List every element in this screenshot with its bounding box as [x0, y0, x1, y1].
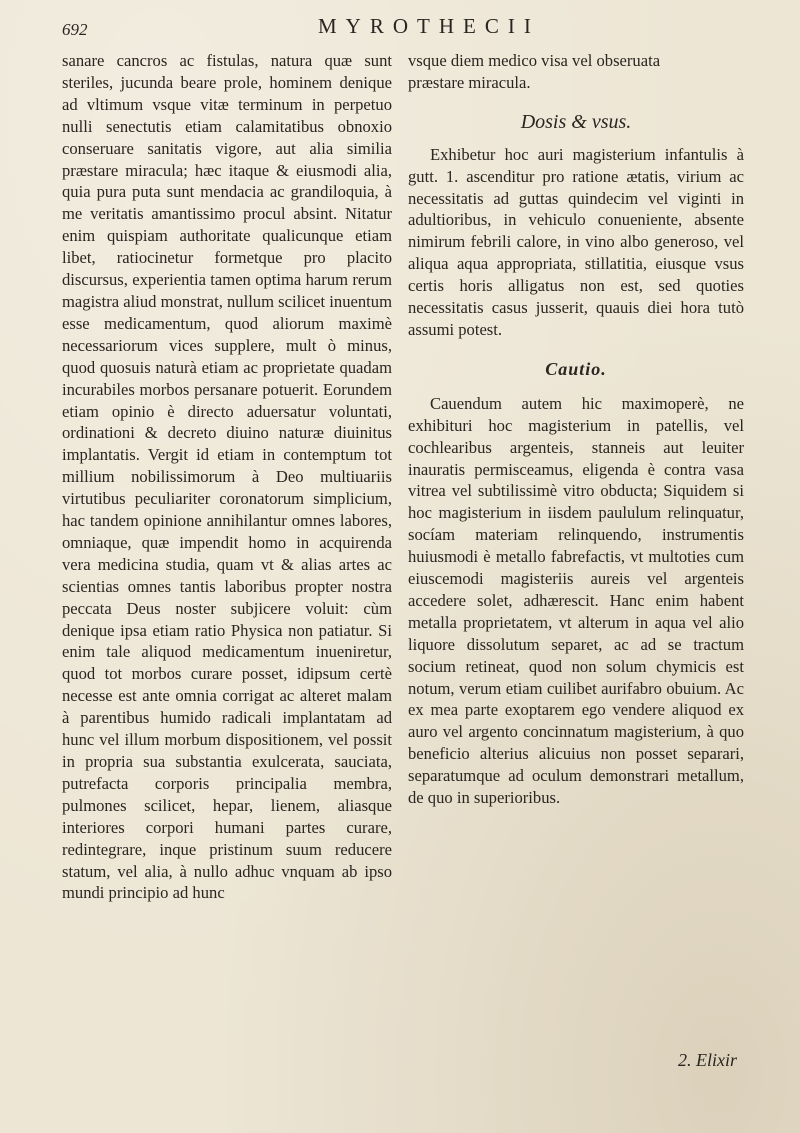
section-heading-dose: Dosis & vsus. [520, 110, 632, 133]
right-column [408, 50, 744, 809]
left-column-text: sanare cancros ac fistulas, natura quæ sunt steriles, jucunda beare prole, hominem denique ad vltimum vsque vitæ terminum in perpetuo nulli senectutis etiam calamitatibus obnoxio conseruare sanitatis vigore, aut alia similia præstare miracula; hæc itaque & eiusmodi alia, quia pura puta sunt mendacia ac grandiloquia, à me veritatis amantissimo procul absint. Nitatur enim quispiam authoritate qualicunque etiam libet, ratiocinetur formetque pro placito discursus, experientia tamen optima harum rerum magistra aliud monstrat, nullum scilicet inuentum esse medicamentum, quod aliorum maximè necessariorum vices supplere, mult ò minus, quod quosuis naturà etiam ac proprietate quadam incurabiles morbos persanare potuerit. Eorundem etiam opinio è directo aduersatur voluntati, ordinationi & decreto diuino naturæ diuinitus implantatis. Vergit id etiam in contemptum tot millium nobilissimorum à Deo multiuariis virtutibus peculiariter coronatorum simplicium, hac tandem opinione annihilantur omnes labores, omniaque, quæ impendit homo in acquirenda vera medicina studia, quam vt & alias artes ac scientias omnes tantis laboribus propter nostra peccata Deus noster subjicere voluit: cùm denique ipsa etiam ratio Physica non patiatur. Si enim tale aliquod medicamentum inueniretur, quod tot morbos curare posset, idipsum certè necesse est ante omnia corrigat ac alteret malam à parentibus humido radicali implantatam ad hunc vel illum morbum dispositionem, vel possit in propria sua substantia exulcerata, sauciata, putrefacta corporis principalia membra, pulmones scilicet, hepar, lienem, aliasque interiores corpori humani partes curare, redintegrare, inque pristinum suum reducere statum, vel alia, à nullo adhuc vnquam ab ipso mundi principio ad hunc [62, 51, 392, 903]
dose-paragraph: Exhibetur hoc auri magisterium infantulis à gutt. 1. ascenditur pro ratione ætatis, virium ac necessitatis ad guttas quindecim vel viginti in adultioribus, in vehiculo conueniente, absente nimirum febrili calore, in vino albo generoso, vel aliqua aqua appropriata, stillatitia, eiusque vsus certis horis alligatus non est, sed quoties necessitatis casus jusserit, quauis diei hora tutò assumi potest. [408, 144, 744, 339]
page-number: 692 [62, 20, 88, 39]
caution-paragraph: Cauendum autem hic maximoperè, ne exhibituri hoc magisterium in patellis, vel cochlearibus argenteis, stanneis aut leuiter inauratis permisceamus, eligenda è contra vasa vitrea vel subtilissimè vitro obducta; Siquidem si hoc magisterium in iisdem paululum relinquatur, socíam materiam relinquendo, instrumentis huiusmodi è metallo fabrefactis, vt multoties cum eiuscemodi magisteriis aureis vel argenteis accedere solet, adhærescit. Hanc enim habent metalla proprietatem, vt alterum in aqua vel alio liquore dissolutum separet, ac ad se tractum socium retineat, quod non solum chymicis est notum, verum etiam cuilibet aurifabro obuium. Ac ex mea parte exoptarem ego vendere aliquod ex auro vel argento concinnatum magisterium, à quo beneficio alterius alicuius non posset separari, separatumque ad oculum demonstrari metallum, de quo in superioribus. [408, 393, 744, 808]
section-heading-caution: Cautio. [545, 358, 607, 379]
left-column [62, 50, 392, 904]
intro-line-1: vsque diem medico visa vel obseruata [408, 51, 661, 70]
catchword: 2. Elixir [678, 1050, 737, 1070]
running-title: MYROTHECII [318, 14, 540, 38]
intro-line-2: præstare miracula. [408, 72, 531, 92]
